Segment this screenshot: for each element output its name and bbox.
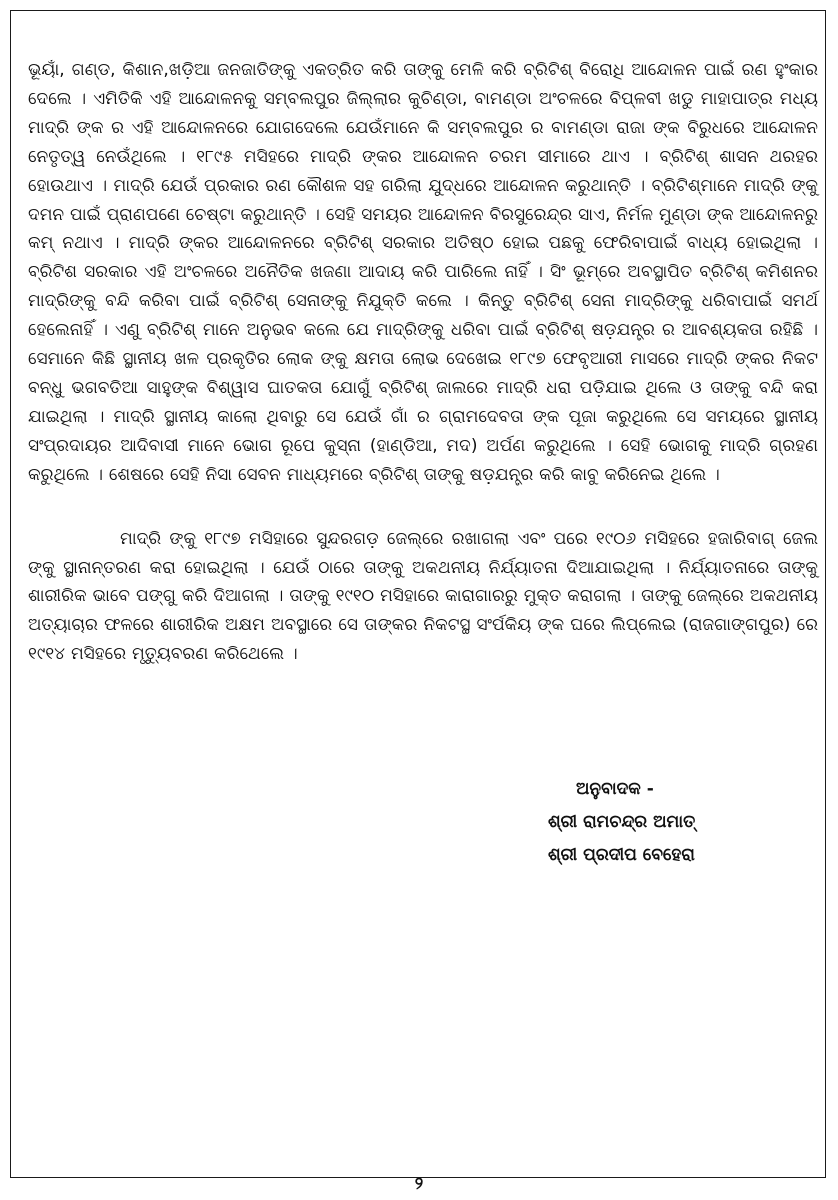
translator-name-1: ଶ୍ରୀ ରାମଚନ୍ଦ୍ର ଅମାତ୍ <box>548 812 696 832</box>
translator-name-2: ଶ୍ରୀ ପ୍ରଦୀପ ବେହେରା <box>548 845 695 865</box>
document-body <box>28 56 818 669</box>
paragraph-1: ଭୂୟାଁ, ଗଣ୍ଡ, କିଶାନ,ଖଡ଼ିଆ ଜନଜାତିଙ୍କୁ ଏକତ୍ରିତ କରି ତାଙ୍କୁ ମେଳି କରି ବ୍ରିଟିଶ୍ ବିରୋଧି ଆନ୍ଦୋଳନ ପାଇଁ ରଣ ହୁଂକାର ଦେଲେ । ଏମିତିକି ଏହି ଆନ୍ଦୋଳନକୁ ସମ୍ବଲପୁର ଜିଲ୍ଲାର କୁଚିଣ୍ଡା, ବାମଣ୍ଡା ଅଂଚଳରେ ବିପ୍ଳବୀ ଖଡୁ ମାହାପାତ୍ର ମଧ୍ୟ ମାଦ୍ରି ଙ୍କ ର ଏହି ଆନ୍ଦୋଳନରେ ଯୋଗଦେଲେ ଯେଉଁମାନେ କି ସମ୍ବଲପୁର ର ବାମଣ୍ଡା ରାଜା ଙ୍କ ବିରୁଧରେ ଆନ୍ଦୋଳନ ନେତୃତ୍ୱ ନେଉଁଥିଲେ । ୧୮୯୫ ମସିହରେ ମାଦ୍ରି ଙ୍କର ଆନ୍ଦୋଳନ ଚରମ ସୀମାରେ ଥାଏ । ବ୍ରିଟିଶ୍ ଶାସନ ଥରହର ହୋଉଥାଏ । ମାଦ୍ରି ଯେଉଁ ପ୍ରକାର ରଣ କୌଶଳ ସହ ଗରିଲା ଯୁଦ୍ଧରେ ଆନ୍ଦୋଳନ କରୁଥାନ୍ତି । ବ୍ରିଟିଶ୍‌ମାନେ ମାଦ୍ରି ଙ୍କୁ ଦମନ ପାଇଁ ପ୍ରାଣପଣେ ଚେଷ୍ଟା କରୁଥାନ୍ତି । ସେହି ସମୟର ଆନ୍ଦୋଳନ ବିରସୁରେନ୍ଦ୍ର ସାଏ, ନିର୍ମଳ ମୁଣ୍ଡା ଙ୍କ ଆନ୍ଦୋଳନରୁ କମ୍ ନଥାଏ । ମାଦ୍ରି ଙ୍କର ଆନ୍ଦୋଳନରେ ବ୍ରିଟିଶ୍ ସରକାର ଅତିଷ୍ଠ ହୋଇ ପଛକୁ ଫେରିବାପାଇଁ ବାଧ୍ୟ ହୋଇଥିଲା । ବ୍ରିଟିଶ ସରକାର ଏହି ଅଂଚଳରେ ଅନୈତିକ ଖଜଣା ଆଦାୟ କରି ପାରିଲେ ନାହିଁ । ସିଂ ଭୂମ୍‌ରେ ଅବସ୍ଥାପିତ ବ୍ରିଟିଶ୍ କମିଶନର ମାଦ୍ରିଙ୍କୁ ବନ୍ଦି କରିବା ପାଇଁ ବ୍ରିଟିଶ୍ ସେନାଙ୍କୁ ନିଯୁକ୍ତି କଲେ । କିନ୍ତୁ ବ୍ରିଟିଶ୍ ସେନା ମାଦ୍ରିଙ୍କୁ ଧରିବାପାଇଁ ସମର୍ଥ ହେଲେନାହିଁ । ଏଣୁ ବ୍ରିଟିଶ୍ ମାନେ ଅନୁଭବ କଲେ ଯେ ମାଦ୍ରିଙ୍କୁ ଧରିବା ପାଇଁ ବ୍ରିଟିଶ୍ ଷଡ଼ଯନ୍ତ୍ର ର ଆବଶ୍ୟକତା ରହିଛି । ସେମାନେ କିଛି ସ୍ଥାନୀୟ ଖଳ ପ୍ରକୃତିର ଲୋକ ଙ୍କୁ କ୍ଷମତା ଲୋଭ ଦେଖେଇ ୧୮୯୭ ଫେବୃଆରୀ ମାସରେ ମାଦ୍ରି ଙ୍କର ନିକଟ ବନ୍ଧୁ ଭଗବତିଆ ସାହୁଙ୍କ ବିଶ୍ୱାସ ଘାତକତା ଯୋଗୁଁ ବ୍ରିଟିଶ୍ ଜାଲରେ ମାଦ୍ରି ଧରା ପଡ଼ିଯାଇ ଥିଲେ ଓ ତାଙ୍କୁ ବନ୍ଦି କରା ଯାଇଥିଲା । ମାଦ୍ରି ସ୍ଥାନୀୟ କାଲୋ ଥିବାରୁ ସେ ଯେଉଁ ଗାଁ ର ଗ୍ରାମଦେବତା ଙ୍କ ପୂଜା କରୁଥିଲେ ସେ ସମୟରେ ସ୍ଥାନୀୟ ସଂପ୍ରଦାୟର ଆଦିବାସୀ ମାନେ ଭୋଗ ରୂପେ କୁସ୍‌ନା (ହାଣ୍ଡିଆ, ମଦ) ଅର୍ପଣ କରୁଥିଲେ । ସେହି ଭୋଗକୁ ମାଦ୍ରି ଗ୍ରହଣ କରୁଥିଲେ । ଶେଷରେ ସେହି ନିସା ସେବନ ମାଧ୍ୟମରେ ବ୍ରିଟିଶ୍ ତାଙ୍କୁ ଷଡ଼ଯନ୍ତ୍ର କରି କାବୁ କରିନେଇ ଥିଲେ । <box>28 60 818 485</box>
translator-heading: ଅନୁବାଦକ - <box>576 779 654 799</box>
paragraph-2: ମାଦ୍ରି ଙ୍କୁ ୧୮୯୭ ମସିହାରେ ସୁନ୍ଦରଗଡ଼ ଜେଲ୍‌ରେ ରଖାଗଲା ଏବଂ ପରେ ୧୯୦୬ ମସିହରେ ହଜାରିବାଗ୍ ଜେଲ ଙ୍କୁ ସ୍ଥାନାନ୍ତରଣ କରା ହୋଇଥିଲା । ଯେଉଁ ଠାରେ ତାଙ୍କୁ ଅକଥନୀୟ ନିର୍ଯ୍ୟାତନା ଦିଆଯାଇଥିଲା । ନିର୍ଯ୍ୟାତନାରେ ତାଙ୍କୁ ଶାରୀରିକ ଭାବେ ପଙ୍ଗୁ କରି ଦିଆଗଲା । ତାଙ୍କୁ ୧୯୧୦ ମସିହାରେ କାରାଗାରରୁ ମୁକ୍ତ କରାଗଲା । ତାଙ୍କୁ ଜେଲ୍‌ରେ ଅକଥନୀୟ ଅତ୍ୟାଚାର ଫଳରେ ଶାରୀରିକ ଅକ୍ଷମ ଅବସ୍ଥାରେ ସେ ତାଙ୍କର ନିକଟସ୍ଥ ସଂର୍ପକିୟ ଙ୍କ ଘରେ ଲିପ୍‌ଲେଇ (ରାଜଗାଙ୍ଗପୁର) ରେ ୧୯୧୪ ମସିହରେ ମୃତ୍ୟୁବରଣ କରିଥେଲେ । <box>28 528 818 665</box>
translator-credits <box>548 773 808 872</box>
page-number: ୨ <box>414 1174 424 1194</box>
